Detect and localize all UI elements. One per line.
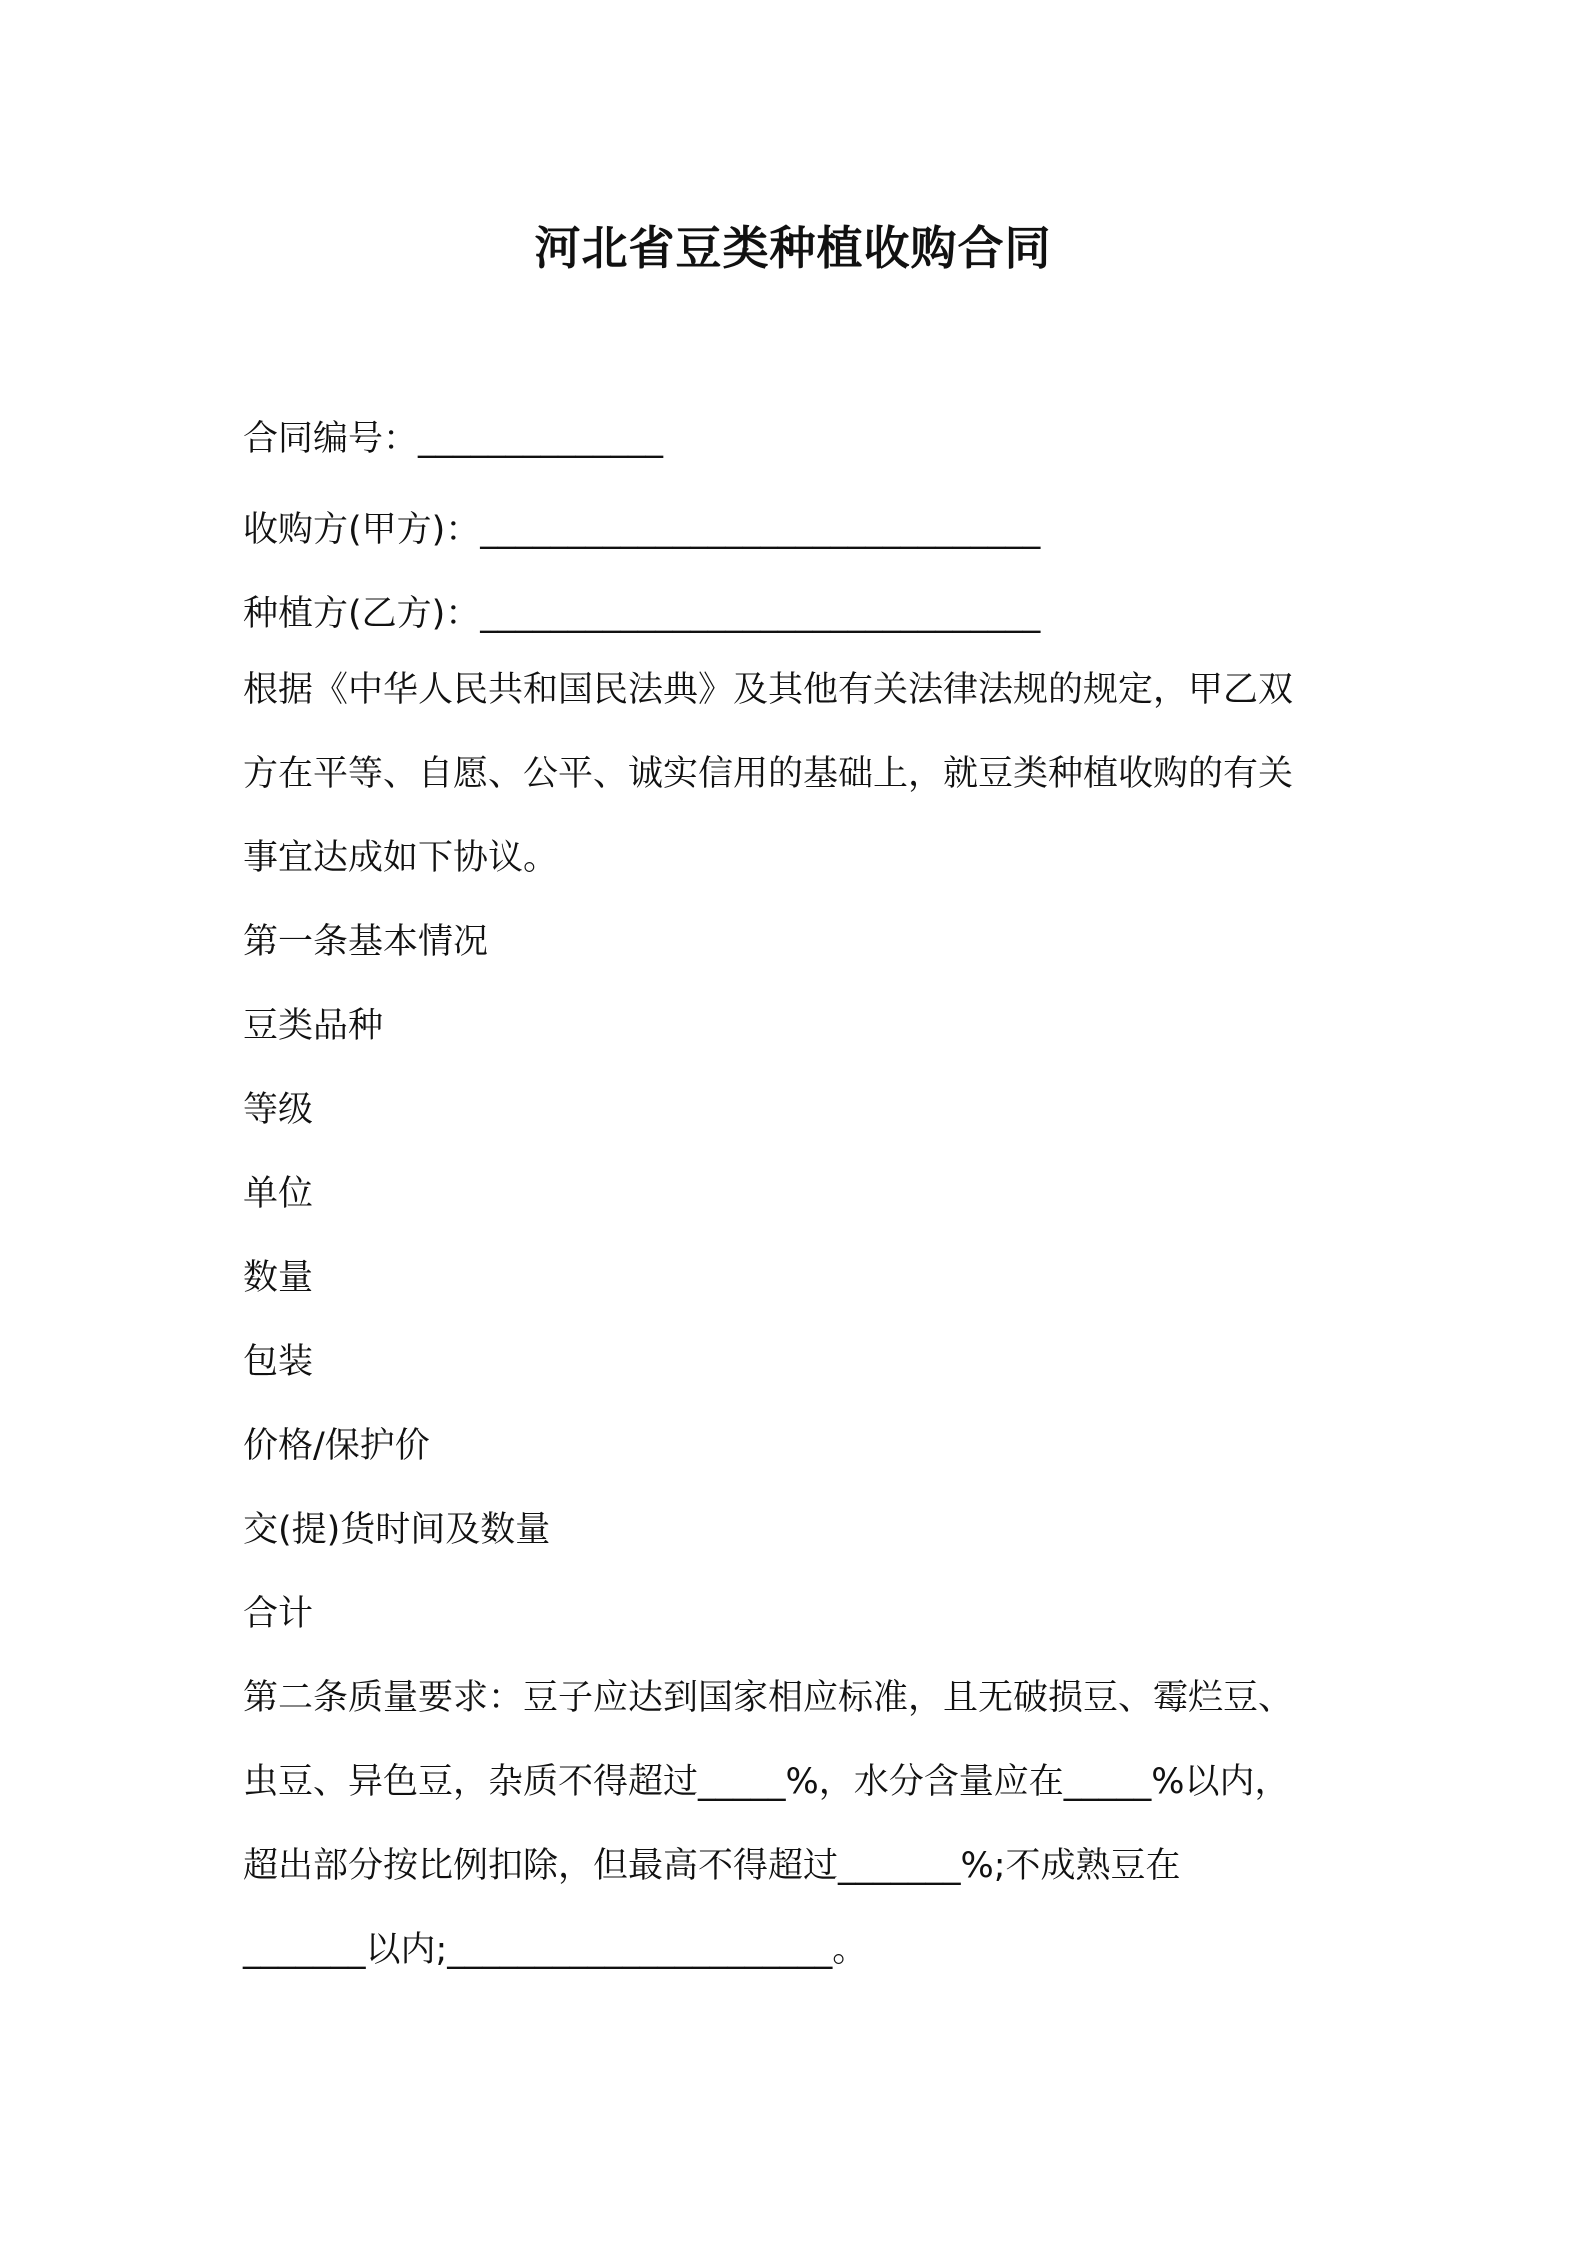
article-2-line: 虫豆、异色豆，杂质不得超过_____%，水分含量应在_____%以内， <box>243 1762 1290 1802</box>
preamble-line: 根据《中华人民共和国民法典》及其他有关法律法规的规定，甲乙双 <box>243 670 1294 710</box>
article-2-line: 超出部分按比例扣除，但最高不得超过_______%;不成熟豆在 <box>243 1846 1181 1886</box>
buyer-field: 收购方(甲方)：________________________________ <box>243 510 1041 550</box>
article-1-item: 包装 <box>243 1342 314 1382</box>
article-1-item: 等级 <box>243 1090 314 1130</box>
grower-field: 种植方(乙方)：________________________________ <box>243 594 1041 634</box>
preamble-line: 方在平等、自愿、公平、诚实信用的基础上，就豆类种植收购的有关 <box>243 754 1294 794</box>
article-2-line: 第二条质量要求：豆子应达到国家相应标准，且无破损豆、霉烂豆、 <box>243 1678 1294 1718</box>
article-1-item: 交(提)货时间及数量 <box>243 1510 551 1550</box>
article-2-line: _______以内;______________________。 <box>243 1930 868 1970</box>
article-1-item: 价格/保护价 <box>243 1426 430 1466</box>
preamble-line: 事宜达成如下协议。 <box>243 838 559 878</box>
article-1-item: 数量 <box>243 1258 314 1298</box>
article-1-item: 单位 <box>243 1174 314 1214</box>
article-1-item: 合计 <box>243 1594 314 1634</box>
document-title: 河北省豆类种植收购合同 <box>534 221 1052 275</box>
contract-number-field: 合同编号：______________ <box>243 419 664 459</box>
article-1-heading: 第一条基本情况 <box>243 922 489 962</box>
article-1-item: 豆类品种 <box>243 1006 384 1046</box>
